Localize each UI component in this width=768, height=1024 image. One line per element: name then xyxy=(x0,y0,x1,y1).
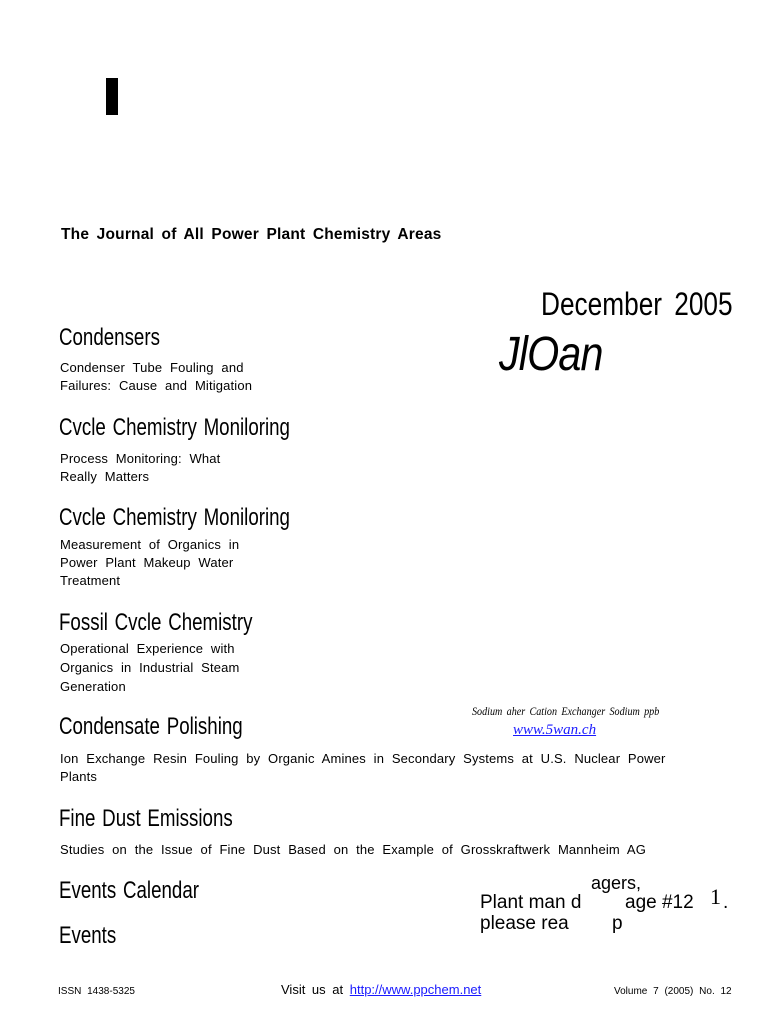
article-title-line[interactable]: Measurement of Organics in xyxy=(60,537,240,552)
section-heading-events-calendar: Events Calendar xyxy=(59,877,199,904)
article-title-line[interactable]: Process Monitoring: What xyxy=(60,451,221,466)
issue-date: December 2005 xyxy=(541,286,733,322)
article-title-line[interactable]: Organics in Industrial Steam xyxy=(60,660,240,675)
footer-issn: ISSN 1438-5325 xyxy=(58,986,135,997)
fragment-text-line1-a: Plant man d xyxy=(480,892,582,913)
article-title-line[interactable]: Treatment xyxy=(60,573,121,588)
article-title-line[interactable]: Really Matters xyxy=(60,469,150,484)
article-title-line[interactable]: Ion Exchange Resin Fouling by Organic Amines in Secondary Systems at U.S. Nuclear Power xyxy=(60,751,666,766)
section-heading-fine-dust-emissions: Fine Dust Emissions xyxy=(59,805,233,832)
fragment-text-line2-a: please rea xyxy=(480,913,569,934)
fragment-text-line1-c: 1 xyxy=(710,884,721,909)
article-title-line[interactable]: Operational Experience with xyxy=(60,641,235,656)
article-title-line[interactable]: Studies on the Issue of Fine Dust Based on the Example of Grosskraftwerk Mannheim AG xyxy=(60,842,646,857)
section-heading-fossil-cycle-chemistry: Fossil Cvcle Chemistry xyxy=(59,609,253,636)
fragment-text-line1-d: . xyxy=(723,892,729,913)
article-title-line[interactable]: Plants xyxy=(60,769,98,784)
advertiser-caption: Sodium aher Cation Exchanger Sodium ppb xyxy=(472,706,660,718)
section-heading-condensers: Condensers xyxy=(59,324,160,351)
section-heading-cycle-chemistry-monitoring: Cvcle Chemistry Moniloring xyxy=(59,414,290,441)
journal-tagline: The Journal of All Power Plant Chemistry Areas xyxy=(61,226,442,243)
article-title-line[interactable]: Condenser Tube Fouling and xyxy=(60,360,244,375)
footer-visit xyxy=(281,982,481,997)
article-title-line[interactable]: Failures: Cause and Mitigation xyxy=(60,378,253,393)
advertiser-logo: JlOan xyxy=(499,328,603,381)
fragment-text-top: agers, xyxy=(591,873,642,893)
article-title-line[interactable]: Power Plant Makeup Water xyxy=(60,555,234,570)
footer-website-link[interactable]: http://www.ppchem.net xyxy=(349,982,482,997)
section-heading-condensate-polishing: Condensate Polishing xyxy=(59,713,243,740)
section-heading-cycle-chemistry-monitoring-2: Cvcle Chemistry Moniloring xyxy=(59,504,290,531)
section-heading-events: Events xyxy=(59,922,117,949)
article-title-line[interactable]: Generation xyxy=(60,679,126,694)
footer-visit-text: Visit us at xyxy=(281,982,344,997)
footer-volume: Volume 7 (2005) No. 12 xyxy=(614,986,732,997)
fragment-text-line1-b: age #12 xyxy=(625,892,694,913)
fragment-text-line2-b: p xyxy=(612,913,623,934)
journal-logo-mark xyxy=(106,78,118,115)
advertiser-link[interactable]: www.5wan.ch xyxy=(513,722,597,738)
